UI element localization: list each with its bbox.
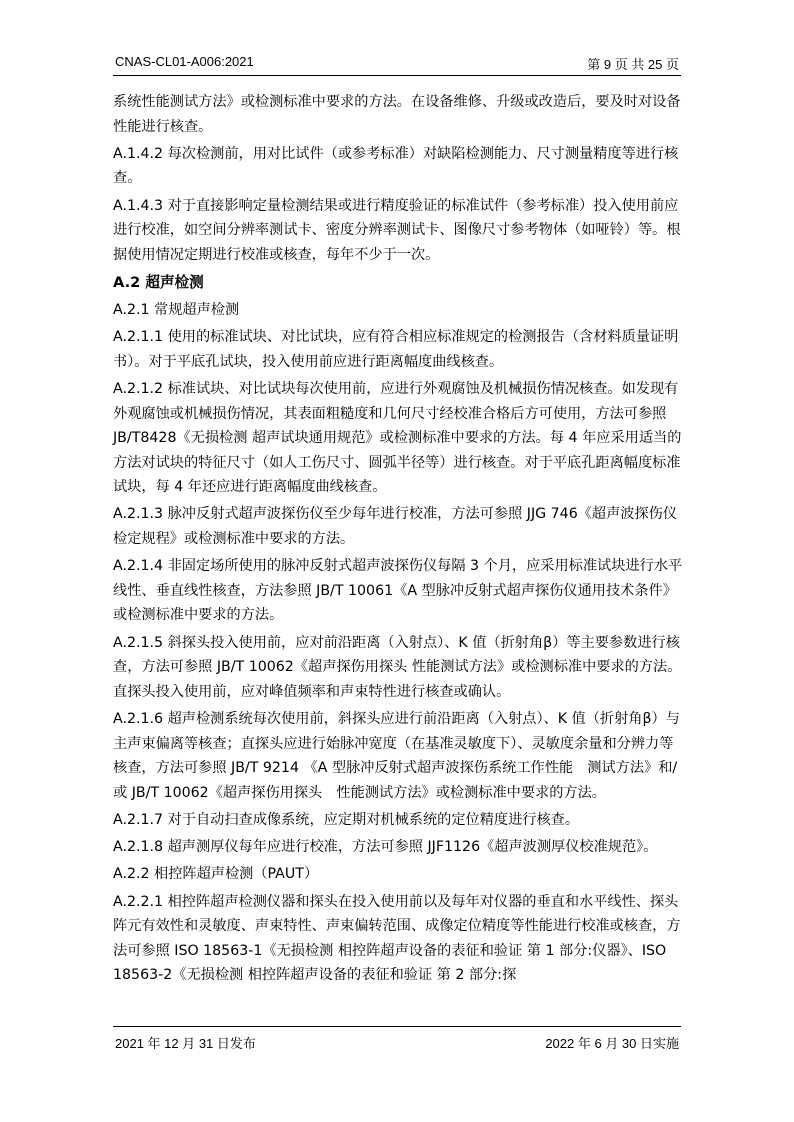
header-rule	[113, 75, 681, 76]
subsection-heading-a-2-2: A.2.2 相控阵超声检测（PAUT）	[113, 866, 319, 883]
effective-date: 2022 年 6 月 30 日实施	[545, 1036, 679, 1051]
paragraph-a-2-1-5: A.2.1.5 斜探头投入使用前，应对前沿距离（入射点）、K 值（折射角β）等主要参数进行核查，方法可参照 JB/T 10062《超声探伤用探头 性能测试方法》或检测标准中要求的方法。直探头投入使用前，应对峰值频率和声束特性进行核查或确认。	[113, 634, 682, 700]
subsection-heading-a-2-1: A.2.1 常规超声检测	[113, 301, 240, 318]
paragraph-a-1-4-2: A.1.4.2 每次检测前，用对比试件（或参考标准）对缺陷检测能力、尺寸测量精度等进行核查。	[113, 145, 679, 187]
paragraph-a-2-1-8: A.2.1.8 超声测厚仪每年应进行校准，方法可参照 JJF1126《超声波测厚仪校准规范》。	[113, 839, 658, 856]
paragraph-a-2-1-7: A.2.1.7 对于自动扫查成像系统，应定期对机械系统的定位精度进行核查。	[113, 811, 580, 828]
paragraph-a-2-1-1: A.2.1.1 使用的标准试块、对比试块，应有符合相应标准规定的检测报告（含材料质量证明书）。对于平底孔试块，投入使用前应进行距离幅度曲线核查。	[113, 329, 679, 370]
paragraph-continuation: 系统性能测试方法》或检测标准中要求的方法。在设备维修、升级或改造后，要及时对设备性能进行核查。	[113, 94, 681, 135]
issue-date: 2021 年 12 月 31 日发布	[115, 1036, 256, 1051]
paragraph-a-2-1-2: A.2.1.2 标准试块、对比试块每次使用前，应进行外观腐蚀及机械损伤情况核查。如发现有外观腐蚀或机械损伤情况，其表面粗糙度和几何尺寸经校准合格后方可使用，方法可参照 JB/T8428《无损检测 超声试块通用规范》或检测标准中要求的方法。每 4 年应采用适当的方法对试块的特征尺寸（如人工伤尺寸、圆弧半径等）进行核查。对于平底孔距离幅度标准试块，每 4 年还应进行距离幅度曲线核查。	[113, 380, 682, 496]
document-code: CNAS-CL01-A006:2021	[115, 54, 254, 69]
paragraph-a-2-2-1: A.2.2.1 相控阵超声检测仪器和探头在投入使用前以及每年对仪器的垂直和水平线性、探头阵元有效性和灵敏度、声束特性、声束偏转范围、成像定位精度等性能进行校准或核查，方法可参照 ISO 18563-1《无损检测 相控阵超声设备的表征和验证 第 1 部分:仪器》、ISO 18563-2《无损检测 相控阵超声设备的表征和验证 第 2 部分:探	[113, 893, 681, 984]
paragraph-a-1-4-3: A.1.4.3 对于直接影响定量检测结果或进行精度验证的标准试件（参考标准）投入使用前应进行校准，如空间分辨率测试卡、密度分辨率测试卡、图像尺寸参考物体（如哑铃）等。根据使用情况定期进行校准或核查，每年不少于一次。	[113, 197, 681, 263]
section-heading-a2: A.2 超声检测	[113, 274, 204, 292]
page-footer	[113, 1033, 681, 1053]
footer-rule	[113, 1026, 681, 1027]
page-number: 第 9 页 共 25 页	[587, 57, 679, 72]
document-body	[113, 90, 683, 988]
paragraph-a-2-1-4: A.2.1.4 非固定场所使用的脉冲反射式超声波探伤仪每隔 3 个月，应采用标准试块进行水平线性、垂直线性核查，方法参照 JB/T 10061《A 型脉冲反射式超声探伤仪通用技术条件》或检测标准中要求的方法。	[113, 558, 683, 624]
paragraph-a-2-1-3: A.2.1.3 脉冲反射式超声波探伤仪至少每年进行校准，方法可参照 JJG 746《超声波探伤仪检定规程》或检测标准中要求的方法。	[113, 506, 678, 548]
page-header	[113, 54, 681, 74]
paragraph-a-2-1-6: A.2.1.6 超声检测系统每次使用前，斜探头应进行前沿距离（入射点）、K 值（折射角β）与主声束偏离等核查；直探头应进行始脉冲宽度（在基准灵敏度下）、灵敏度余量和分辨力等核查，方法可参照 JB/T 9214 《A 型脉冲反射式超声波探伤系统工作性能 测试方法》和/或 JB/T 10062《超声探伤用探头 性能测试方法》或检测标准中要求的方法。	[113, 711, 680, 801]
